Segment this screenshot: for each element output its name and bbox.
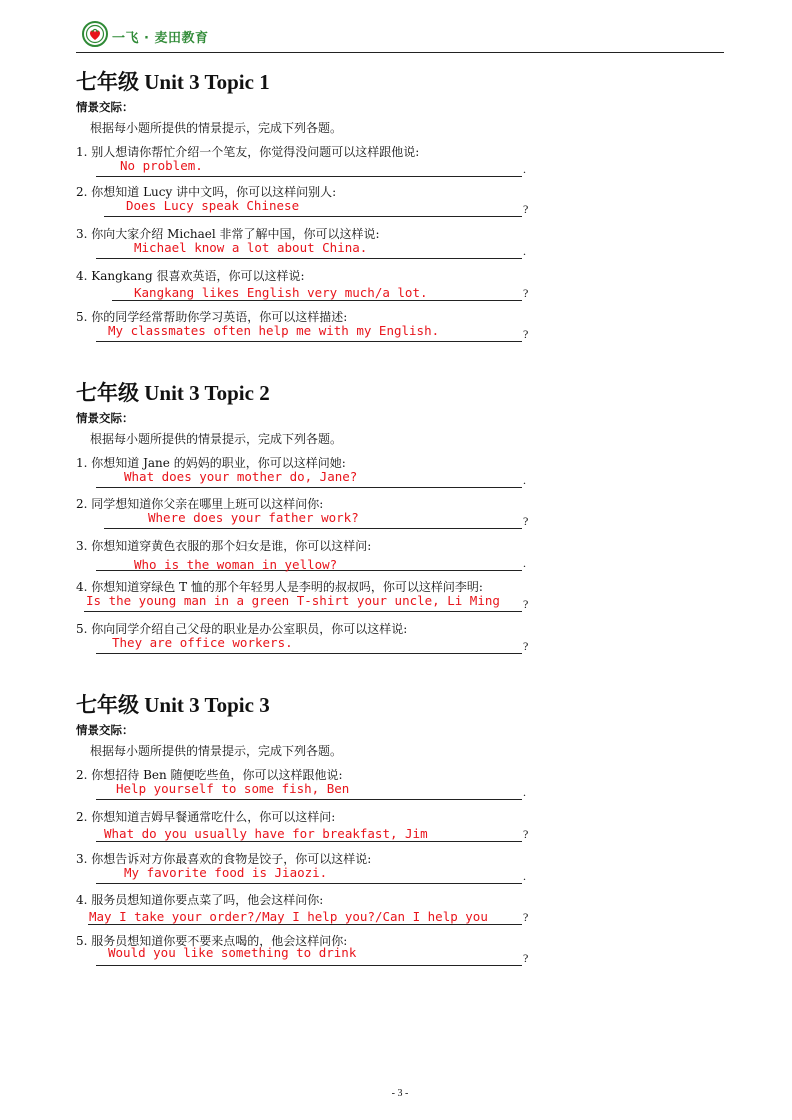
question-text: 3. 你想知道穿黄色衣服的那个妇女是谁，你可以这样问:: [76, 539, 372, 553]
question-end-mark: ?: [523, 827, 529, 841]
question-end-mark: .: [523, 244, 526, 258]
answer-text: Michael know a lot about China.: [134, 240, 368, 255]
question-text: 3. 你向大家介绍 Michael 非常了解中国，你可以这样说:: [76, 227, 380, 241]
answer-text: My classmates often help me with my English.: [108, 323, 440, 338]
question-item: [76, 808, 576, 848]
answer-text: Would you like something to drink: [108, 945, 357, 960]
question-end-mark: ?: [523, 286, 529, 300]
section-instruction: 根据每小题所提供的情景提示，完成下列各题。: [90, 744, 343, 758]
question-item: [76, 454, 576, 494]
logo-icon: [82, 21, 108, 47]
question-item: [76, 578, 576, 618]
answer-text: Who is the woman in yellow?: [134, 557, 338, 572]
question-text: 5. 服务员想知道你要不要来点喝的，他会这样问你:: [76, 934, 348, 948]
question-item: [76, 932, 576, 972]
answer-text: Kangkang likes English very much/a lot.: [134, 285, 428, 300]
answer-text: My favorite food is Jiaozi.: [124, 865, 328, 880]
question-end-mark: ?: [523, 202, 529, 216]
question-text: 5. 你向同学介绍自己父母的职业是办公室职员，你可以这样说:: [76, 622, 408, 636]
question-text: 1. 别人想请你帮忙介绍一个笔友，你觉得没问题可以这样跟他说:: [76, 145, 420, 159]
section-instruction: 根据每小题所提供的情景提示，完成下列各题。: [90, 121, 343, 135]
section-subhead: 情景交际：: [76, 723, 134, 737]
question-text: 3. 你想告诉对方你最喜欢的食物是饺子，你可以这样说:: [76, 852, 372, 866]
question-item: [76, 891, 576, 931]
answer-text: Is the young man in a green T-shirt your uncle, Li Ming: [86, 593, 500, 608]
question-item: [76, 850, 576, 890]
question-item: [76, 620, 576, 660]
question-end-mark: ?: [523, 514, 529, 528]
question-end-mark: .: [523, 473, 526, 487]
question-text: 2. 你想知道 Lucy 讲中文吗，你可以这样问别人:: [76, 185, 337, 199]
section-title: 七年级 Unit 3 Topic 1: [76, 70, 270, 94]
question-item: [76, 495, 576, 535]
logo-text: 一飞 · 麦田教育: [112, 31, 209, 46]
question-end-mark: .: [523, 556, 526, 570]
question-end-mark: .: [523, 785, 526, 799]
question-text: 2. 你想知道吉姆早餐通常吃什么，你可以这样问:: [76, 810, 336, 824]
question-item: [76, 766, 576, 806]
answer-text: May I take your order?/May I help you?/Can I help you: [89, 909, 488, 924]
section-title: 七年级 Unit 3 Topic 3: [76, 693, 270, 717]
answer-text: Where does your father work?: [148, 510, 359, 525]
question-item: [76, 225, 576, 265]
question-end-mark: ?: [523, 910, 529, 924]
answer-text: What does your mother do, Jane?: [124, 469, 358, 484]
question-end-mark: ?: [523, 327, 529, 341]
question-item: [76, 143, 576, 183]
section-title: 七年级 Unit 3 Topic 2: [76, 381, 270, 405]
page-number: - 3 -: [391, 1088, 409, 1099]
page-header: [76, 18, 724, 53]
question-text: 4. Kangkang 很喜欢英语，你可以这样说:: [76, 269, 305, 283]
question-end-mark: .: [523, 162, 526, 176]
section-subhead: 情景交际：: [76, 100, 134, 114]
question-end-mark: .: [523, 869, 526, 883]
section-instruction: 根据每小题所提供的情景提示，完成下列各题。: [90, 432, 343, 446]
question-item: [76, 308, 576, 348]
question-text: 5. 你的同学经常帮助你学习英语，你可以这样描述:: [76, 310, 348, 324]
question-item: [76, 183, 576, 223]
question-item: [76, 267, 576, 307]
question-end-mark: ?: [523, 951, 529, 965]
answer-text: What do you usually have for breakfast, Jim: [104, 826, 428, 841]
section-subhead: 情景交际：: [76, 411, 134, 425]
question-end-mark: ?: [523, 639, 529, 653]
answer-text: Does Lucy speak Chinese: [126, 198, 300, 213]
answer-text: They are office workers.: [112, 635, 293, 650]
question-text: 1. 你想知道 Jane 的妈妈的职业，你可以这样问她:: [76, 456, 346, 470]
answer-text: No problem.: [120, 158, 203, 173]
answer-text: Help yourself to some fish, Ben: [116, 781, 350, 796]
question-item: [76, 537, 576, 577]
question-text: 2. 同学想知道你父亲在哪里上班可以这样问你:: [76, 497, 324, 511]
question-end-mark: ?: [523, 597, 529, 611]
question-text: 2. 你想招待 Ben 随便吃些鱼，你可以这样跟他说:: [76, 768, 343, 782]
question-text: 4. 服务员想知道你要点菜了吗，他会这样问你:: [76, 893, 324, 907]
question-text: 4. 你想知道穿绿色 T 恤的那个年轻男人是李明的叔叔吗，你可以这样问李明:: [76, 580, 483, 594]
